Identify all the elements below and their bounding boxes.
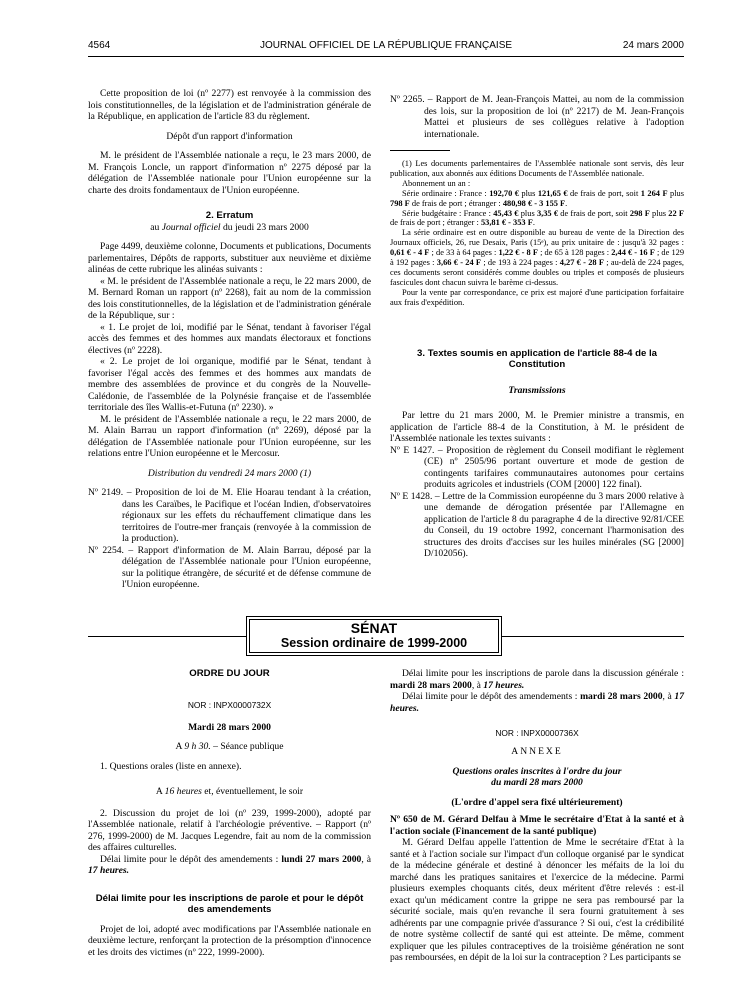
distribution-title: Distribution du vendredi 24 mars 2000 (1): [147, 467, 312, 479]
footnote-text: (1) Les documents parlementaires de l'Assemblée nationale sont servis, dès leur publication, aux abonnés aux éditions Documents de l'Assemblée nationale.: [390, 159, 684, 178]
list-item: Nº E 1428. – Lettre de la Commission européenne du 3 mars 2000 relative à une demande de dérogation présentée par l'Allemagne en application de l'article 8 du paragraphe 4 de la directive 92/81/CEE du Conseil, du 19 octobre 1992, concernant l'harmonisation des structures des droits d'accises sur les huiles minérales (SG [2000] D/102056).: [390, 490, 684, 560]
footnote-text: Série budgétaire : France : 45,43 € plus 3,35 € de frais de port, soit 298 F plus 22 F de frais de port ; étranger : 53,81 € - 353 F.: [390, 208, 684, 228]
ordre-du-jour-title: ORDRE DU JOUR: [189, 668, 270, 679]
paragraph: M. le président de l'Assemblée nationale a reçu, le 22 mars 2000, de M. Alain Barrau un rapport d'information (nº 2269), déposé par la délégation de l'Assemblée nationale pour l'Union européenne, sur les relations entre l'Union européenne et le Mercosur.: [88, 413, 371, 459]
page-number: 4564: [88, 40, 111, 51]
annexe-title: ANNEXE: [511, 746, 563, 758]
agenda-item: 1. Questions orales (liste en annexe).: [100, 760, 242, 772]
journal-title: JOURNAL OFFICIEL DE LA RÉPUBLIQUE FRANÇAISE: [259, 40, 513, 51]
footnote-text: La série ordinaire est en outre disponible au bureau de vente de la Direction des Journaux officiels, 26, rue Desaix, Paris (15ᵉ), au prix unitaire de : jusqu'à 32 pages : 0,61 € - 4 F ; de 33 à 64 pages : 1,22 € - 8 F ; de 65 à 128 pages : 2,44 € - 16 F ; de 129 à 192 pages : 3,66 € - 24 F ; de 193 à 224 pages : 4,27 € - 28 F ; au-delà de 224 pages, ces documents seront considérés comme doubles ou triples et composés de plusieurs fascicules dont chacun suivra le barème ci-dessus.: [390, 228, 685, 287]
nor-reference: NOR : INPX0000736X: [495, 728, 579, 738]
column-right-top: [390, 94, 684, 560]
banner-rule-right: [502, 636, 684, 637]
footnote: [390, 159, 684, 308]
list-item: Nº 2254. – Rapport d'information de M. Alain Barrau, déposé par la délégation de l'Assemblée nationale pour l'Union européenne, sur la politique étrangère, de sécurité et de défense commune de l'Union européenne.: [88, 544, 371, 590]
paragraph: Délai limite pour le dépôt des amendements : mardi 28 mars 2000, à 17 heures.: [390, 691, 684, 714]
paragraph: Par lettre du 21 mars 2000, M. le Premier ministre a transmis, en application de l'article 88-4 de la Constitution, à M. le président de l'Assemblée nationale les textes suivants :: [390, 410, 684, 445]
column-right-bottom: [390, 668, 684, 964]
banner-rule-left: [88, 636, 246, 637]
questions-title: Questions orales inscrites à l'ordre du jour: [452, 765, 622, 777]
footnote-text: Série ordinaire : France : 192,70 € plus 121,65 € de frais de port, soit 1 264 F plus 798 F de frais de port ; étranger : 480,98 € - 3 155 F.: [390, 188, 684, 208]
nor-reference: NOR : INPX0000732X: [187, 699, 272, 710]
list-item: Nº 2265. – Rapport de M. Jean-François Mattei, au nom de la commission des lois, sur la proposition de loi (nº 2217) de M. Jean-François Mattei et plusieurs de ses collègues relative à l'adoption internationale.: [390, 94, 684, 140]
column-left-top: [88, 88, 371, 591]
paragraph: M. le président de l'Assemblée nationale a reçu, le 23 mars 2000, de M. François Loncle, un rapport d'information nº 2275 déposé par la délégation de l'Assemblée nationale pour l'Union européenne sur la charte des droits fondamentaux de l'Union européenne.: [88, 150, 371, 196]
paragraph: « M. le président de l'Assemblée nationale a reçu, le 22 mars 2000, de M. Bernard Roman un rapport (nº 2268), fait au nom de la commission des lois constitutionnelles, de la législation et de l'administration générale de la République, sur :: [88, 275, 371, 321]
paragraph: « 1. Le projet de loi, modifié par le Sénat, tendant à favoriser l'égal accès des femmes et des hommes aux mandats électoraux et fonctions électives (nº 2228).: [88, 321, 371, 356]
questions-title: du mardi 28 mars 2000: [491, 777, 583, 789]
section-heading: 3. Textes soumis en application de l'article 88-4 de la Constitution: [417, 347, 657, 371]
page-header: [88, 40, 684, 56]
agenda-item: 2. Discussion du projet de loi (nº 239, 1999-2000), adopté par l'Assemblée nationale, relatif à l'archéologie préventive. – Rapport (nº 276, 1999-2000) de M. Jacques Legendre, fait au nom de la commission des affaires culturelles.: [88, 807, 371, 854]
session-title: Session ordinaire de 1999-2000: [280, 636, 468, 650]
footnote-text: Abonnement un an :: [402, 178, 471, 188]
paragraph: « 2. Le projet de loi organique, modifié par le Sénat, tendant à favoriser l'égal accès des femmes et des hommes aux mandats de membre des assemblées de province et du congrès de la Nouvelle-Calédonie, de l'assemblée de la Polynésie française et de l'assemblée territoriale des îles Wallis-et-Futuna (nº 2230). »: [88, 356, 371, 413]
section-subtitle: Dépôt d'un rapport d'information: [166, 130, 293, 142]
footnote-text: Pour la vente par correspondance, ce prix est majoré d'une participation forfaitaire aux frais d'expédition.: [390, 287, 684, 307]
paragraph: Projet de loi, adopté avec modifications par l'Assemblée nationale en deuxième lecture, renforçant la protection de la présomption d'innocence et les droits des victimes (nº 222, 1999-2000).: [88, 923, 371, 958]
transmissions-title: Transmissions: [508, 384, 566, 396]
senat-title: SÉNAT: [350, 620, 398, 636]
session-time: A 9 h 30. – Séance publique: [175, 741, 284, 753]
footnote-rule: [390, 150, 450, 151]
session-time: A 16 heures et, éventuellement, le soir: [155, 786, 304, 798]
list-item: Nº 2149. – Proposition de loi de M. Elie Hoarau tendant à la création, dans les Caraïbes, le Pacifique et l'océan Indien, d'observatoires régionaux sur les effets du réchauffement climatique dans les territoires de l'outre-mer français (renvoyée à la commission de la production).: [88, 487, 372, 544]
paragraph: Cette proposition de loi (nº 2277) est renvoyée à la commission des lois constitutionnelles, de la législation et de l'administration générale de la République, en application de l'article 83 du règlement.: [88, 88, 371, 122]
section-heading: Délai limite pour les inscriptions de parole et pour le dépôt des amendements: [95, 892, 364, 916]
paragraph: Page 4499, deuxième colonne, Documents et publications, Documents parlementaires, Dépôts de rapports, substituer aux neuvième et dixième alinéas de cette rubrique les alinéas suivants :: [88, 241, 371, 275]
erratum-subtitle: au Journal officiel du jeudi 23 mars 2000: [150, 221, 309, 233]
section-heading: 2. Erratum: [205, 210, 254, 221]
senat-banner: [246, 616, 502, 656]
paragraph: Délai limite pour les inscriptions de parole dans la discussion générale : mardi 28 mars 2000, à 17 heures.: [390, 668, 684, 691]
paragraph: Délai limite pour le dépôt des amendements : lundi 27 mars 2000, à 17 heures.: [88, 853, 371, 877]
issue-date: 24 mars 2000: [622, 40, 684, 51]
question-title: Nº 650 de M. Gérard Delfau à Mme le secrétaire d'Etat à la santé et à l'action sociale (Financement de la santé publique): [390, 814, 684, 837]
question-text: M. Gérard Delfau appelle l'attention de Mme le secrétaire d'Etat à la santé et à l'action sociale sur l'impact d'un colloque organisé par le syndicat de la médecine générale et destiné à dénoncer les méfaits de la loi du marché dans les pratiques sanitaires et l'exercice de la médecine. Parmi plusieurs exemples choquants cités, deux méritent d'être relevés : est-il exact qu'un médicament contre la grippe ne sera pas remboursé par la sécurité sociale, mais qu'en revanche il sera fourni gratuitement à ses adhérents par une compagnie privée d'assurance ? Si oui, c'est la crédibilité de notre système collectif de santé qui est atteinte. De même, comment expliquer que les pilules contraceptives de la troisième génération ne sont pas remboursées, en dépit de la loi sur la contraception ? Les participants se: [390, 837, 684, 964]
header-rule: [88, 56, 684, 57]
order-note: (L'ordre d'appel sera fixé ultérieurement): [451, 796, 623, 808]
column-left-bottom: [88, 668, 371, 958]
session-date: Mardi 28 mars 2000: [188, 721, 271, 733]
list-item: Nº E 1427. – Proposition de règlement du Conseil modifiant le règlement (CE) nº 2505/96 portant ouverture et mode de gestion de contingents tarifaires communautaires autonomes pour certains produits agricoles et industriels (COM [2000] 122 final).: [390, 444, 684, 491]
